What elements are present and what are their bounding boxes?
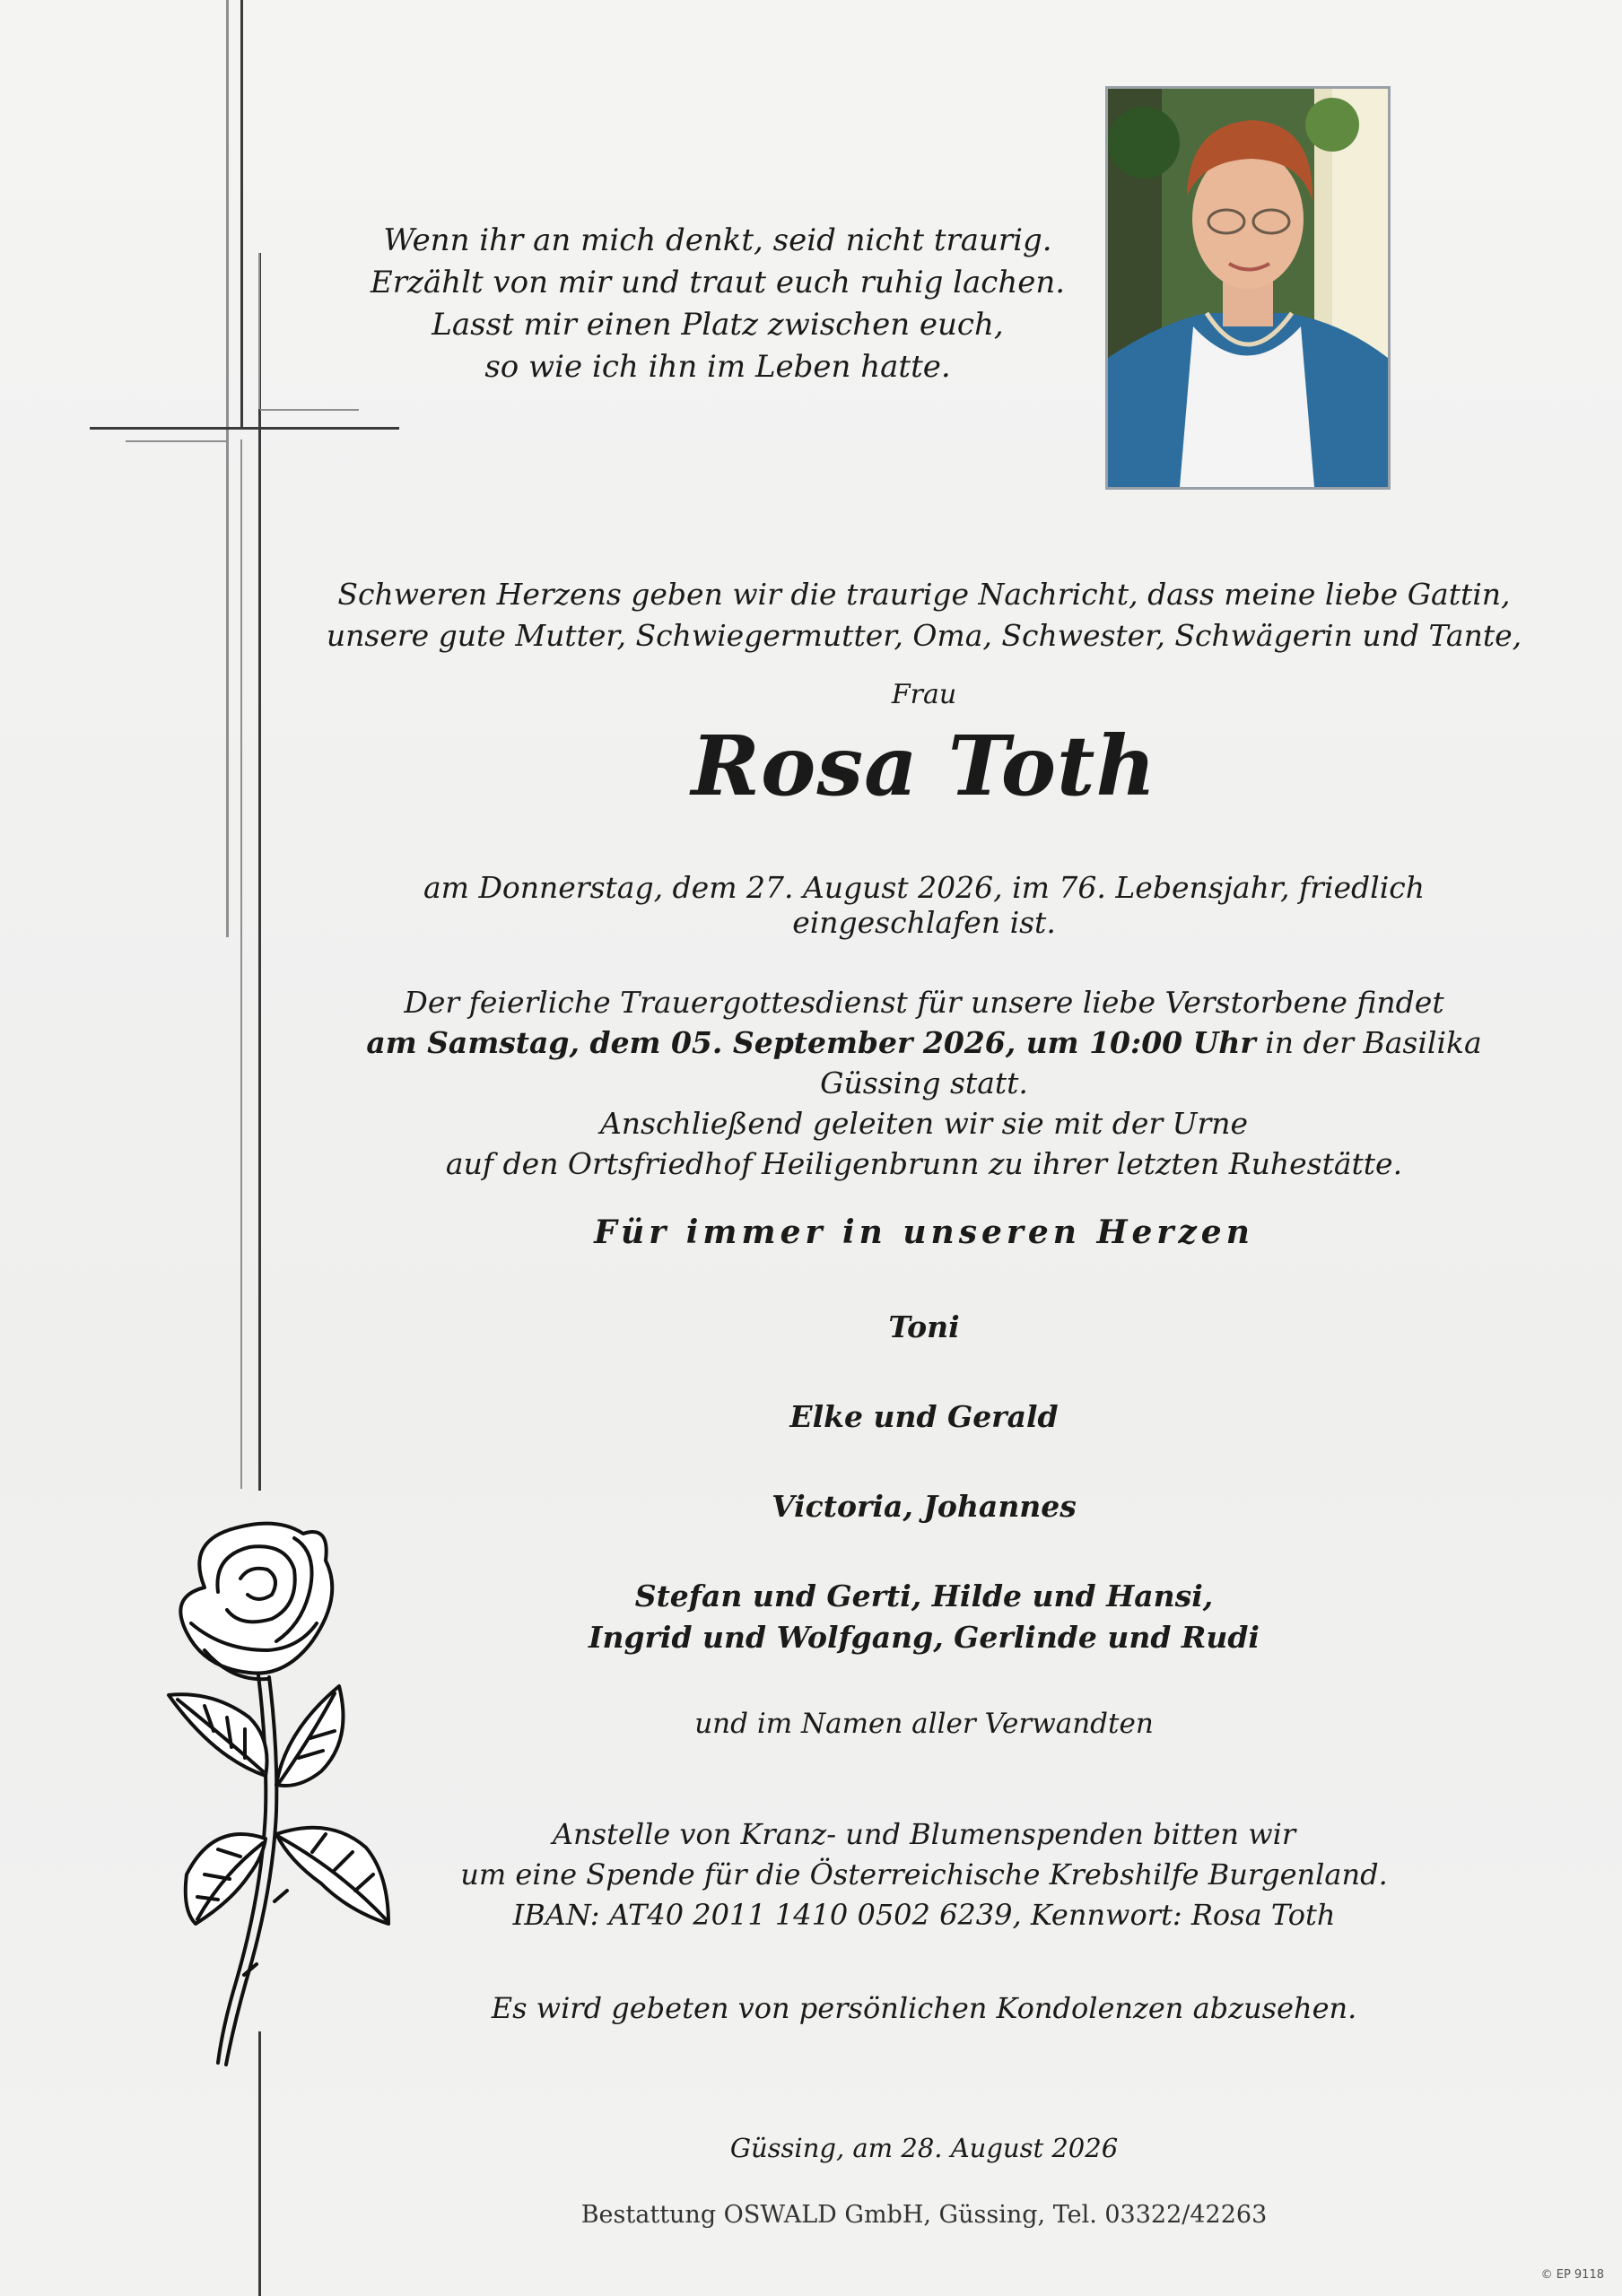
service-line: Der feierliche Trauergottesdienst für unsere liebe Verstorbene findet [404, 985, 1444, 1020]
funeral-home: Bestattung OSWALD GmbH, Güssing, Tel. 03322/42263 [580, 2201, 1268, 2229]
form-code: © EP 9118 [1540, 2268, 1604, 2282]
quote-line: Wenn ihr an mich denkt, seid nicht traurig. [383, 222, 1052, 258]
mourner-line: Elke und Gerald [789, 1399, 1059, 1434]
service-date-line [323, 1022, 1525, 1103]
place-date: Güssing, am 28. August 2026 [729, 2133, 1119, 2163]
salutation: Frau [891, 679, 957, 710]
cross-vertical-line-lower-left [240, 439, 242, 1489]
cross-vertical-line-right [258, 253, 261, 1491]
donation-iban: IBAN: AT40 2011 1410 0502 6239, Kennwort: Rosa Toth [512, 1898, 1336, 1932]
mourner-group [323, 1576, 1525, 1658]
condolence-note: Es wird gebeten von persönlichen Kondolenzen abzusehen. [491, 1991, 1357, 2025]
donation-line: um eine Spende für die Österreichische Krebshilfe Burgenland. [460, 1857, 1388, 1892]
rose-icon [151, 1516, 411, 2072]
service-details [323, 982, 1525, 1184]
cross-vertical-line-main [240, 0, 243, 429]
deceased-name: Rosa Toth [691, 718, 1157, 814]
death-notice: am Donnerstag, dem 27. August 2026, im 76. Lebensjahr, friedlich eingeschlafen ist. [423, 870, 1425, 940]
intro-line: unsere gute Mutter, Schwiegermutter, Oma, Schwester, Schwägerin und Tante, [326, 618, 1522, 653]
cross-horizontal-line [90, 427, 399, 430]
service-location: in der Basilika Güssing statt. [820, 1025, 1482, 1100]
announcement-intro [323, 574, 1525, 657]
cross-vertical-line-left [226, 0, 229, 937]
donation-request [323, 1814, 1525, 1935]
service-date: am Samstag, dem 05. September 2026, um 10:00 Uhr [366, 1025, 1256, 1060]
mourner-line: Toni [888, 1309, 960, 1344]
mourner-line: Ingrid und Wolfgang, Gerlinde und Rudi [589, 1620, 1260, 1655]
service-line: auf den Ortsfriedhof Heiligenbrunn zu ihrer letzten Ruhestätte. [445, 1146, 1403, 1181]
portrait-photo [1105, 86, 1391, 490]
quote-line: Lasst mir einen Platz zwischen euch, [432, 307, 1004, 343]
memorial-quote [350, 220, 1086, 388]
donation-line: Anstelle von Kranz- und Blumenspenden bitten wir [552, 1817, 1296, 1851]
mourners-heading: Für immer in unseren Herzen [594, 1213, 1254, 1251]
cross-vertical-line-right-short [258, 253, 260, 409]
mourner-line: Stefan und Gerti, Hilde und Hansi, [634, 1578, 1214, 1613]
cross-horizontal-line-lower [126, 440, 229, 442]
relatives-line: und im Namen aller Verwandten [694, 1708, 1154, 1740]
portrait-illustration [1108, 89, 1388, 487]
service-line: Anschließend geleiten wir sie mit der Urne [599, 1106, 1249, 1141]
quote-line: so wie ich ihn im Leben hatte. [484, 349, 951, 385]
cross-horizontal-line-upper [260, 409, 359, 411]
quote-line: Erzählt von mir und traut euch ruhig lachen. [370, 265, 1066, 300]
intro-line: Schweren Herzens geben wir die traurige Nachricht, dass meine liebe Gattin, [337, 577, 1511, 612]
mourner-line: Victoria, Johannes [772, 1489, 1077, 1524]
